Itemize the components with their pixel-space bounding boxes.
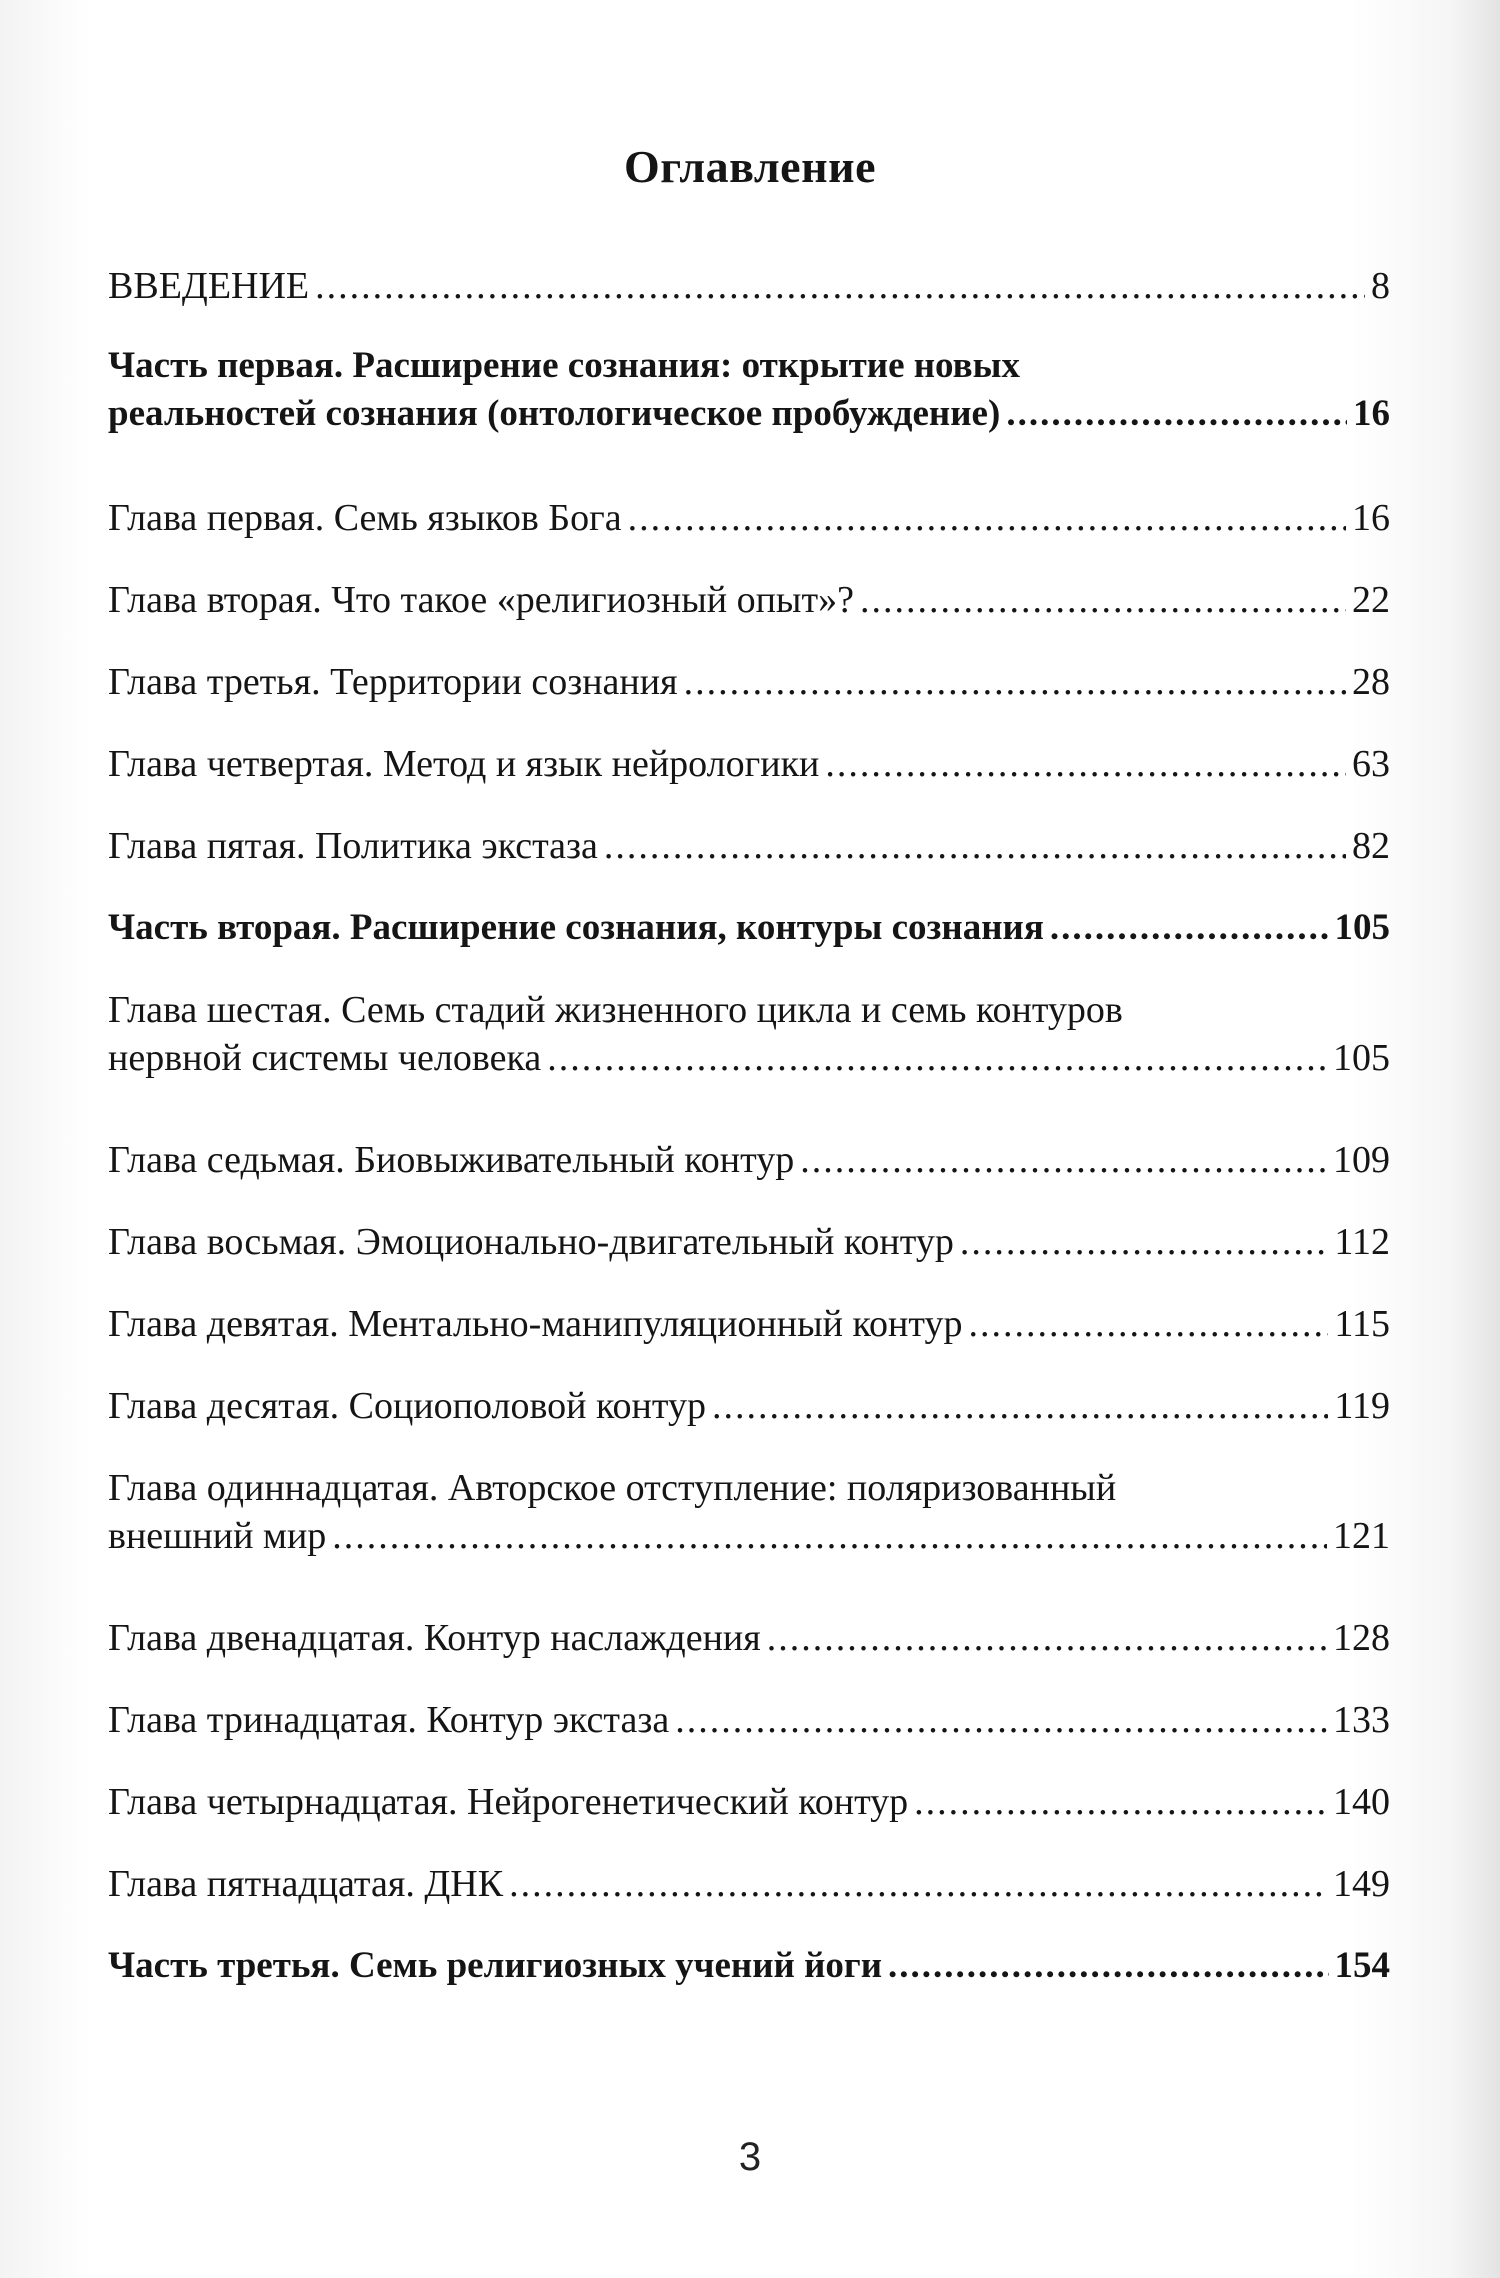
dot-leader xyxy=(712,1382,1328,1430)
dot-leader xyxy=(968,1300,1328,1348)
toc-entry-title: Глава двенадцатая. Контур наслаждения xyxy=(108,1617,761,1659)
dot-leader xyxy=(860,576,1346,624)
toc-entry[interactable] xyxy=(108,1942,1390,1990)
toc-entry-title: Глава одиннадцатая. Авторское отступление: поляризованный xyxy=(108,1467,1117,1509)
page-number: 3 xyxy=(738,2135,762,2179)
toc-entry-page: 119 xyxy=(1334,1385,1390,1427)
toc-entry-page: 133 xyxy=(1333,1699,1390,1741)
toc-entry[interactable] xyxy=(108,262,1390,310)
toc-entry-title: Глава восьмая. Эмоционально-двигательный контур xyxy=(108,1221,954,1263)
toc-entry[interactable] xyxy=(108,576,1390,624)
dot-leader xyxy=(509,1860,1327,1908)
toc-entry-title: ВВЕДЕНИЕ xyxy=(108,265,310,307)
dot-leader xyxy=(628,494,1346,542)
dot-leader xyxy=(332,1512,1327,1560)
dot-leader xyxy=(547,1034,1327,1082)
page-title: Оглавление xyxy=(623,141,877,192)
toc-entry[interactable] xyxy=(108,822,1390,870)
toc-entry-title: Часть первая. Расширение сознания: открытие новых xyxy=(108,345,1021,386)
page-edge-shadow xyxy=(1450,0,1500,2278)
dot-leader xyxy=(1050,904,1329,952)
toc-entry[interactable] xyxy=(108,1860,1390,1908)
toc-entry-title: Глава десятая. Социополовой контур xyxy=(108,1385,706,1427)
toc-entry-title-continued: реальностей сознания (онтологическое пробуждение) xyxy=(108,393,1001,434)
toc-entry-title: Глава седьмая. Биовыживательный контур xyxy=(108,1139,795,1181)
toc-entry-page: 109 xyxy=(1333,1139,1390,1181)
toc-entry[interactable] xyxy=(108,658,1390,706)
toc-entry-title-continued: внешний мир xyxy=(108,1515,327,1557)
dot-leader xyxy=(604,822,1346,870)
dot-leader xyxy=(675,1696,1327,1744)
toc-entry-title: Глава третья. Территории сознания xyxy=(108,661,678,703)
toc-entry-title: Часть третья. Семь религиозных учений йоги xyxy=(108,1945,883,1986)
toc-entry[interactable] xyxy=(108,1136,1390,1184)
toc-entry-title: Глава пятнадцатая. ДНК xyxy=(108,1863,504,1905)
toc-entry-title: Глава тринадцатая. Контур экстаза xyxy=(108,1699,670,1741)
toc-entry-page: 128 xyxy=(1333,1617,1390,1659)
toc-entry-page: 105 xyxy=(1334,907,1390,948)
toc-entry-page: 112 xyxy=(1334,1221,1390,1263)
toc-entry-title-continued: нервной системы человека xyxy=(108,1037,542,1079)
toc-entry[interactable] xyxy=(108,1464,1390,1560)
toc-entry-page: 16 xyxy=(1352,497,1390,539)
toc-entry[interactable] xyxy=(108,1614,1390,1662)
dot-leader xyxy=(1006,390,1347,438)
toc-entry[interactable] xyxy=(108,904,1390,952)
dot-leader xyxy=(914,1778,1327,1826)
toc-entry-title: Глава вторая. Что такое «религиозный опыт»? xyxy=(108,579,854,621)
toc-entry-page: 121 xyxy=(1333,1515,1390,1557)
dot-leader xyxy=(888,1942,1328,1990)
toc-entry-title: Глава шестая. Семь стадий жизненного цикла и семь контуров xyxy=(108,989,1123,1031)
dot-leader xyxy=(960,1218,1329,1266)
dot-leader xyxy=(825,740,1346,788)
toc-entry-page: 105 xyxy=(1333,1037,1390,1079)
toc-entry-page: 154 xyxy=(1334,1945,1390,1986)
toc-entry[interactable] xyxy=(108,1696,1390,1744)
dot-leader xyxy=(767,1614,1327,1662)
toc-entry[interactable] xyxy=(108,342,1390,438)
toc-entry[interactable] xyxy=(108,986,1390,1082)
toc-entry-page: 140 xyxy=(1333,1781,1390,1823)
toc-entry-page: 115 xyxy=(1334,1303,1390,1345)
toc-entry[interactable] xyxy=(108,1218,1390,1266)
toc-entry[interactable] xyxy=(108,494,1390,542)
toc-entry[interactable] xyxy=(108,740,1390,788)
dot-leader xyxy=(800,1136,1327,1184)
toc-entry-page: 82 xyxy=(1352,825,1390,867)
toc-entry-page: 16 xyxy=(1353,393,1390,434)
toc-entry-title: Глава четырнадцатая. Нейрогенетический контур xyxy=(108,1781,909,1823)
toc-entry-title: Глава первая. Семь языков Бога xyxy=(108,497,622,539)
toc-entry-page: 28 xyxy=(1352,661,1390,703)
toc-entry[interactable] xyxy=(108,1778,1390,1826)
toc-entry[interactable] xyxy=(108,1382,1390,1430)
toc-entry-title: Глава пятая. Политика экстаза xyxy=(108,825,598,867)
toc-entry-page: 149 xyxy=(1333,1863,1390,1905)
dot-leader xyxy=(315,262,1365,310)
toc-entry-page: 8 xyxy=(1371,265,1390,307)
toc-entry-page: 63 xyxy=(1352,743,1390,785)
dot-leader xyxy=(684,658,1346,706)
toc-entry-page: 22 xyxy=(1352,579,1390,621)
toc-entry-title: Глава четвертая. Метод и язык нейрологики xyxy=(108,743,820,785)
toc-entry-title: Глава девятая. Ментально-манипуляционный контур xyxy=(108,1303,963,1345)
toc-entry[interactable] xyxy=(108,1300,1390,1348)
toc-entry-title: Часть вторая. Расширение сознания, контуры сознания xyxy=(108,907,1044,948)
